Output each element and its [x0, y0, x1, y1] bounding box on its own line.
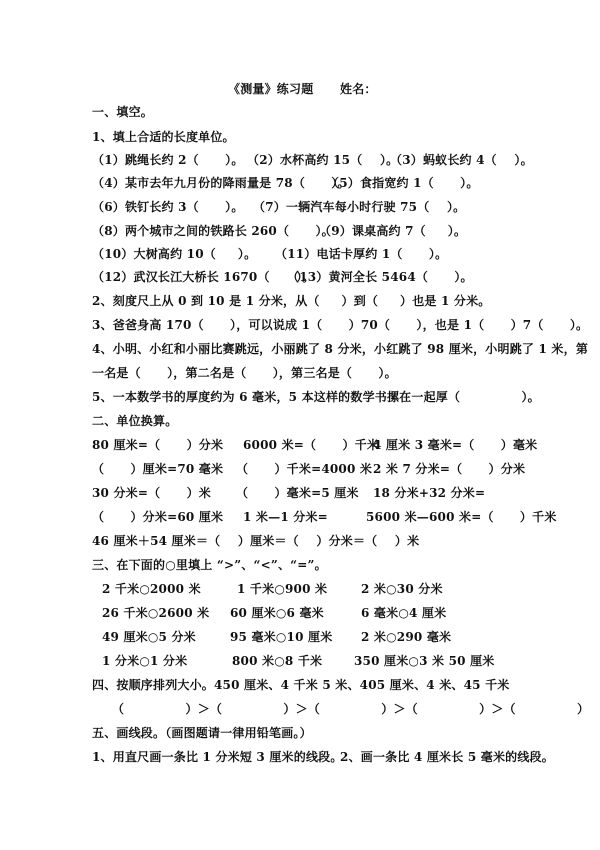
convert-chain: 46 厘米＋54 厘米＝（ ）厘米＝（ ）分米＝（ ）米	[92, 534, 420, 548]
fill-item-11: （11）电话卡厚约 1（ ）。	[275, 247, 448, 261]
convert-item: （ ）厘米=70 毫米	[92, 462, 224, 476]
convert-item: （ ）分米=60 厘米	[92, 510, 224, 524]
fill-item-3: （3）蚂蚁长约 4（ ）。	[390, 153, 533, 167]
question-2: 2、刻度尺上从 0 到 10 是 1 分米，从（ ）到（ ）也是 1 分米。	[92, 294, 491, 308]
convert-item: 2 米 7 分米=（ ）分米	[373, 462, 526, 476]
fill-item-2: （2）水杯高约 15（ ）。	[247, 153, 399, 167]
page-title: 《测量》练习题	[228, 82, 314, 96]
convert-item: （ ）毫米=5 厘米	[236, 486, 359, 500]
fill-item-6: （6）铁钉长约 3（ ）。	[92, 200, 244, 214]
compare-item: 6 毫米○4 厘米	[361, 606, 447, 620]
section-heading-order: 四、按顺序排列大小。450 厘米、4 千米 5 米、405 厘米、4 米、45 千米	[92, 678, 510, 692]
convert-item: 4 厘米 3 毫米=（ ）毫米	[373, 438, 538, 452]
section-heading-fill: 一、填空。	[92, 105, 154, 119]
convert-item: 1 米—1 分米=	[243, 510, 328, 524]
section-heading-compare: 三、在下面的○里填上 “>”、“<”、“=”。	[92, 558, 327, 572]
fill-item-13: （13）黄河全长 5464（ ）。	[287, 270, 473, 284]
compare-item: 800 米○8 千米	[232, 654, 323, 668]
compare-item: 1 千米○900 米	[237, 582, 328, 596]
convert-item: 6000 米=（ ）千米	[243, 438, 380, 452]
compare-item: 2 米○290 毫米	[361, 630, 452, 644]
section-heading-convert: 二、单位换算。	[92, 414, 178, 428]
fill-item-4: （4）某市去年九月份的降雨量是 78（ ）。	[92, 176, 350, 190]
question-4-line-1: 4、小明、小红和小丽比赛跳远，小丽跳了 8 分米，小红跳了 98 厘米，小明跳了 1 米，第	[92, 342, 589, 356]
fill-item-7: （7）一辆汽车每小时行驶 75（ ）。	[253, 200, 466, 214]
compare-item: 26 千米○2600 米	[102, 606, 210, 620]
question-1-title: 1、填上合适的长度单位。	[92, 130, 235, 144]
draw-question-2: 2、画一条比 4 厘米长 5 毫米的线段。	[340, 750, 554, 764]
fill-item-5: （5）食指宽约 1（ ）。	[327, 176, 479, 190]
compare-item: 95 毫米○10 厘米	[230, 630, 333, 644]
compare-item: 350 厘米○3 米 50 厘米	[354, 654, 495, 668]
section-heading-draw: 五、画线段。（画图题请一律用铅笔画。）	[92, 726, 312, 740]
draw-question-1: 1、用直尺画一条比 1 分米短 3 厘米的线段。	[92, 750, 343, 764]
convert-item: （ ）千米=4000 米	[236, 462, 373, 476]
convert-item: 18 分米+32 分米=	[373, 486, 486, 500]
compare-item: 2 米○30 分米	[361, 582, 443, 596]
compare-item: 1 分米○1 分米	[102, 654, 188, 668]
fill-item-12: （12）武汉长江大桥长 1670（ ）。	[92, 270, 315, 284]
compare-item: 2 千米○2000 米	[102, 582, 201, 596]
question-4-line-2: 一名是（ ），第二名是（ ），第三名是（ ）。	[92, 366, 397, 380]
name-label: 姓名：	[340, 82, 377, 96]
convert-item: 80 厘米=（ ）分米	[92, 438, 224, 452]
question-5: 5、一本数学书的厚度约为 6 毫米，5 本这样的数学书摞在一起厚（ ）。	[92, 390, 540, 404]
compare-item: 49 厘米○5 分米	[102, 630, 196, 644]
compare-item: 60 厘米○6 毫米	[230, 606, 324, 620]
question-3: 3、爸爸身高 170（ ），可以说成 1（ ）70（ ），也是 1（ ）7（ ）。	[92, 318, 589, 332]
fill-item-1: （1）跳绳长约 2（ ）。	[92, 153, 244, 167]
fill-item-10: （10）大树高约 10（ ）。	[92, 247, 257, 261]
convert-item: 5600 米—600 米=（ ）千米	[366, 510, 557, 524]
order-blanks: （ ）＞（ ）＞（ ）＞（ ）＞（ ）	[112, 702, 590, 716]
convert-item: 30 分米=（ ）米	[92, 486, 211, 500]
fill-item-8: （8）两个城市之间的铁路长 260（ ）。	[92, 224, 334, 238]
fill-item-9: （9）课桌高约 7（ ）。	[319, 224, 467, 238]
